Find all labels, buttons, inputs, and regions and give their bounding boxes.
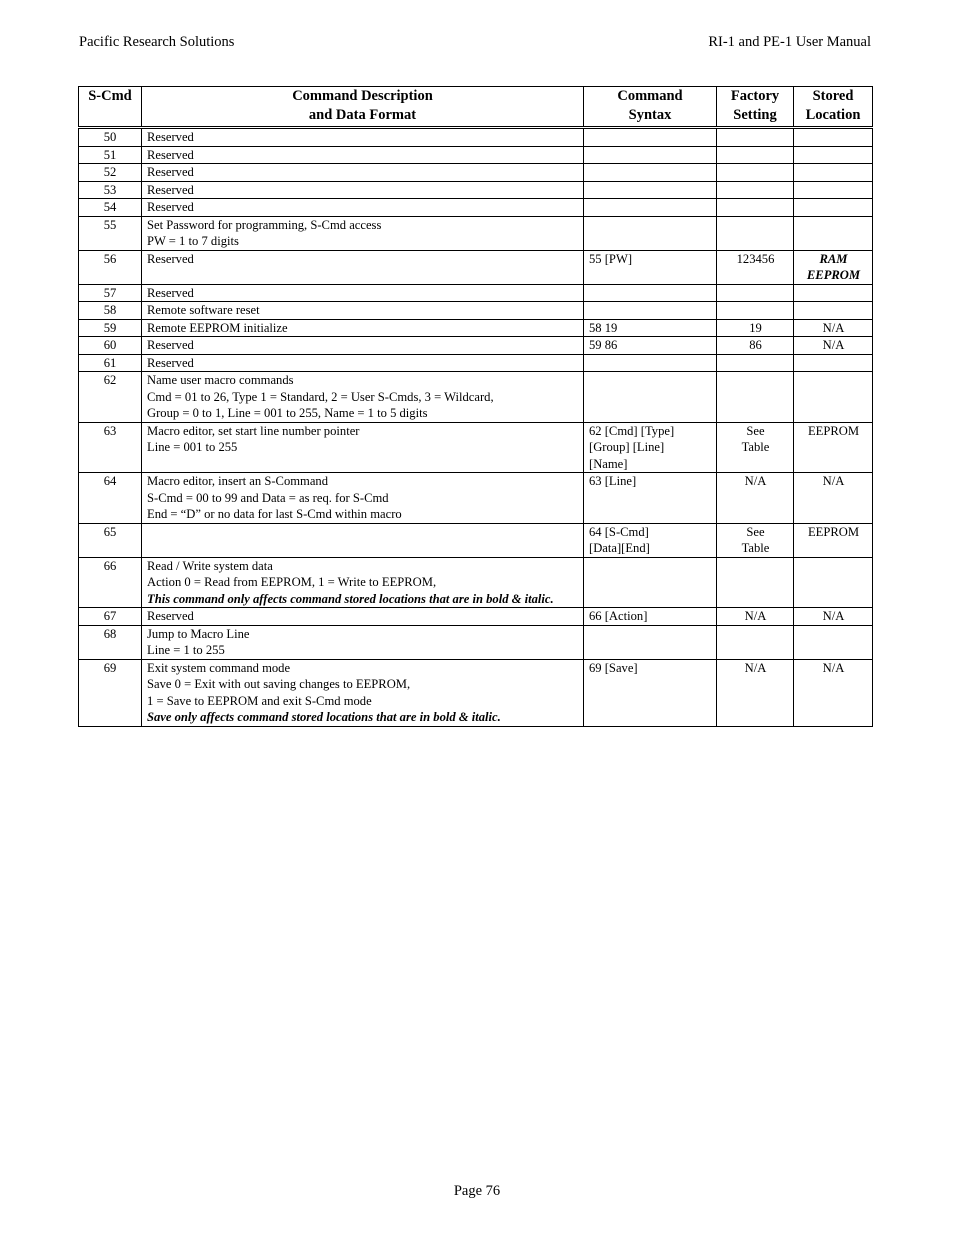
description-line: Macro editor, set start line number pointer (147, 423, 360, 438)
description-line: Reserved (147, 285, 194, 300)
cell-factory-setting (717, 216, 794, 250)
cell-command-syntax (584, 302, 717, 320)
cell-description (142, 625, 584, 659)
stored-line: EEPROM (807, 423, 860, 438)
table-row (79, 337, 873, 355)
table-row (79, 128, 873, 147)
description-bold-italic-note: Save only affects command stored locations that are in bold & italic. (147, 710, 501, 724)
stored-line: EEPROM (806, 268, 861, 282)
table-row (79, 473, 873, 524)
cell-description (142, 128, 584, 147)
table-row (79, 146, 873, 164)
page-header (79, 34, 871, 54)
cell-factory-setting (717, 473, 794, 524)
cell-description (142, 216, 584, 250)
syntax-line: 55 [PW] (589, 251, 633, 266)
cell-description (142, 319, 584, 337)
stored-line: N/A (822, 338, 845, 352)
col-header-factory-line2: Setting (733, 107, 777, 123)
stored-line: N/A (822, 320, 845, 335)
cell-description (142, 284, 584, 302)
cell-scmd-number: 56 (79, 250, 142, 284)
table-row (79, 181, 873, 199)
description-line: Name user macro commands (147, 373, 294, 387)
description-line: Reserved (147, 182, 194, 197)
cell-description (142, 164, 584, 182)
cell-stored-location (794, 284, 873, 302)
description-line: PW = 1 to 7 digits (147, 234, 239, 248)
cell-stored-location (794, 181, 873, 199)
cell-description (142, 473, 584, 524)
cell-factory-setting (717, 422, 794, 473)
syntax-line: [Data][End] (589, 541, 650, 555)
cell-scmd-number: 57 (79, 284, 142, 302)
cell-description (142, 250, 584, 284)
cell-stored-location (794, 146, 873, 164)
page-number: Page 76 (453, 1183, 501, 1199)
cell-scmd-number: 50 (79, 128, 142, 147)
cell-stored-location (794, 557, 873, 608)
cell-stored-location (794, 659, 873, 726)
stored-line: N/A (822, 609, 845, 623)
cell-command-syntax (584, 422, 717, 473)
cell-stored-location (794, 128, 873, 147)
description-line: Remote EEPROM initialize (147, 320, 288, 335)
cell-command-syntax (584, 164, 717, 182)
cell-scmd-number: 58 (79, 302, 142, 320)
col-header-description-line1: Command Description (292, 88, 433, 104)
cell-scmd-number: 64 (79, 473, 142, 524)
col-header-description-line2: and Data Format (308, 107, 417, 123)
stored-line: EEPROM (807, 524, 860, 539)
cell-stored-location (794, 608, 873, 626)
cell-factory-setting (717, 523, 794, 557)
cell-stored-location (794, 354, 873, 372)
cell-scmd-number: 66 (79, 557, 142, 608)
cell-scmd-number: 67 (79, 608, 142, 626)
cell-factory-setting (717, 250, 794, 284)
cell-command-syntax (584, 319, 717, 337)
cell-scmd-number: 65 (79, 523, 142, 557)
cell-factory-setting (717, 557, 794, 608)
cell-scmd-number: 59 (79, 319, 142, 337)
cell-description (142, 337, 584, 355)
cell-stored-location (794, 473, 873, 524)
cell-scmd-number: 51 (79, 146, 142, 164)
description-line: Action 0 = Read from EEPROM, 1 = Write to EEPROM, (147, 575, 437, 589)
syntax-line: 63 [Line] (589, 474, 637, 488)
description-line: Reserved (147, 165, 194, 179)
cell-command-syntax (584, 473, 717, 524)
description-line: 1 = Save to EEPROM and exit S-Cmd mode (147, 693, 372, 708)
factory-line: 123456 (736, 251, 775, 266)
description-line: S-Cmd = 00 to 99 and Data = as req. for S-Cmd (147, 490, 389, 505)
cell-command-syntax (584, 523, 717, 557)
table-row (79, 625, 873, 659)
description-line: Line = 1 to 255 (147, 643, 225, 657)
table-row (79, 659, 873, 726)
cell-scmd-number: 60 (79, 337, 142, 355)
cell-command-syntax (584, 372, 717, 423)
syntax-line: 66 [Action] (589, 609, 648, 623)
cell-stored-location (794, 319, 873, 337)
description-line: Reserved (147, 338, 194, 352)
cell-description (142, 557, 584, 608)
cell-stored-location (794, 372, 873, 423)
description-line: Set Password for programming, S-Cmd access (147, 217, 382, 232)
cell-description (142, 146, 584, 164)
col-header-factory-line1: Factory (730, 88, 780, 104)
description-bold-italic-note: This command only affects command stored locations that are in bold & italic. (147, 591, 554, 606)
table-row (79, 199, 873, 217)
syntax-line: 58 19 (589, 320, 618, 335)
header-manual-title: RI-1 and PE-1 User Manual (708, 34, 871, 50)
scmd-table (78, 86, 873, 727)
factory-line: See (746, 524, 765, 539)
cell-stored-location (794, 164, 873, 182)
col-header-syntax-line2: Syntax (628, 107, 672, 123)
cell-command-syntax (584, 659, 717, 726)
col-header-description (142, 87, 584, 128)
table-row (79, 216, 873, 250)
cell-stored-location (794, 199, 873, 217)
description-line: Reserved (147, 609, 194, 623)
cell-stored-location (794, 422, 873, 473)
description-line: Cmd = 01 to 26, Type 1 = Standard, 2 = User S-Cmds, 3 = Wildcard, (147, 389, 494, 404)
table-header-row (79, 87, 873, 128)
cell-factory-setting (717, 608, 794, 626)
stored-line: N/A (822, 474, 845, 488)
cell-command-syntax (584, 557, 717, 608)
factory-line: Table (741, 440, 770, 454)
cell-factory-setting (717, 659, 794, 726)
factory-line: N/A (744, 660, 767, 675)
cell-factory-setting (717, 337, 794, 355)
table-row (79, 250, 873, 284)
description-line: Group = 0 to 1, Line = 001 to 255, Name = 1 to 5 digits (147, 406, 428, 420)
cell-factory-setting (717, 302, 794, 320)
syntax-line: 64 [S-Cmd] (589, 524, 649, 539)
factory-line: See (746, 423, 765, 438)
table-row (79, 302, 873, 320)
cell-stored-location (794, 216, 873, 250)
cell-scmd-number: 52 (79, 164, 142, 182)
cell-scmd-number: 69 (79, 659, 142, 726)
factory-line: 86 (749, 338, 762, 352)
factory-line: N/A (744, 609, 767, 623)
cell-stored-location (794, 250, 873, 284)
col-header-factory (717, 87, 794, 128)
col-header-stored-line2: Location (805, 107, 861, 123)
cell-description (142, 302, 584, 320)
stored-line: RAM (819, 251, 848, 266)
cell-command-syntax (584, 284, 717, 302)
cell-factory-setting (717, 146, 794, 164)
table-row (79, 422, 873, 473)
table-row (79, 608, 873, 626)
cell-scmd-number: 53 (79, 181, 142, 199)
cell-stored-location (794, 302, 873, 320)
cell-factory-setting (717, 372, 794, 423)
syntax-line: [Name] (589, 456, 628, 471)
syntax-line: [Group] [Line] (589, 440, 665, 454)
cell-command-syntax (584, 199, 717, 217)
table-row (79, 372, 873, 423)
stored-line: N/A (822, 660, 845, 675)
col-header-scmd (79, 87, 142, 128)
description-line: Reserved (147, 147, 194, 162)
description-line: End = “D” or no data for last S-Cmd within macro (147, 507, 402, 521)
table-row (79, 523, 873, 557)
cell-description (142, 523, 584, 557)
cell-scmd-number: 54 (79, 199, 142, 217)
table-row (79, 164, 873, 182)
syntax-line: 62 [Cmd] [Type] (589, 423, 675, 438)
description-line: Macro editor, insert an S-Command (147, 474, 329, 488)
description-line: Reserved (147, 200, 194, 214)
description-line: Reserved (147, 130, 194, 144)
cell-description (142, 659, 584, 726)
description-line: Read / Write system data (147, 558, 273, 573)
table-body (79, 128, 873, 727)
factory-line: Table (741, 541, 770, 555)
syntax-line: 69 [Save] (589, 660, 638, 675)
cell-scmd-number: 62 (79, 372, 142, 423)
cell-description (142, 422, 584, 473)
cell-description (142, 181, 584, 199)
header-company: Pacific Research Solutions (79, 34, 235, 50)
cell-description (142, 199, 584, 217)
cell-command-syntax (584, 625, 717, 659)
description-line: Remote software reset (147, 303, 260, 317)
cell-factory-setting (717, 181, 794, 199)
cell-description (142, 608, 584, 626)
cell-factory-setting (717, 284, 794, 302)
col-header-syntax-line1: Command (617, 88, 683, 104)
cell-factory-setting (717, 199, 794, 217)
cell-command-syntax (584, 337, 717, 355)
cell-description (142, 354, 584, 372)
cell-command-syntax (584, 354, 717, 372)
description-line: Reserved (147, 251, 194, 266)
cell-factory-setting (717, 625, 794, 659)
cell-command-syntax (584, 128, 717, 147)
cell-factory-setting (717, 319, 794, 337)
cell-scmd-number: 61 (79, 354, 142, 372)
cell-scmd-number: 55 (79, 216, 142, 250)
description-line: Exit system command mode (147, 660, 291, 675)
factory-line: N/A (744, 474, 767, 488)
cell-scmd-number: 68 (79, 625, 142, 659)
cell-factory-setting (717, 164, 794, 182)
cell-stored-location (794, 337, 873, 355)
cell-command-syntax (584, 146, 717, 164)
syntax-line: 59 86 (589, 338, 618, 352)
cell-scmd-number: 63 (79, 422, 142, 473)
description-line: Line = 001 to 255 (147, 440, 238, 454)
factory-line: 19 (749, 320, 762, 335)
cell-description (142, 372, 584, 423)
col-header-stored-line1: Stored (812, 88, 854, 104)
col-header-syntax (584, 87, 717, 128)
cell-stored-location (794, 523, 873, 557)
cell-factory-setting (717, 128, 794, 147)
table-row (79, 354, 873, 372)
table-row (79, 557, 873, 608)
description-line: Save 0 = Exit with out saving changes to EEPROM, (147, 677, 411, 691)
cell-command-syntax (584, 608, 717, 626)
col-header-stored (794, 87, 873, 128)
cell-command-syntax (584, 250, 717, 284)
cell-stored-location (794, 625, 873, 659)
description-line: Reserved (147, 355, 194, 370)
cell-command-syntax (584, 181, 717, 199)
col-header-scmd-label: S-Cmd (88, 88, 132, 104)
table-row (79, 319, 873, 337)
description-line: Jump to Macro Line (147, 626, 250, 641)
cell-command-syntax (584, 216, 717, 250)
table-row (79, 284, 873, 302)
cell-factory-setting (717, 354, 794, 372)
